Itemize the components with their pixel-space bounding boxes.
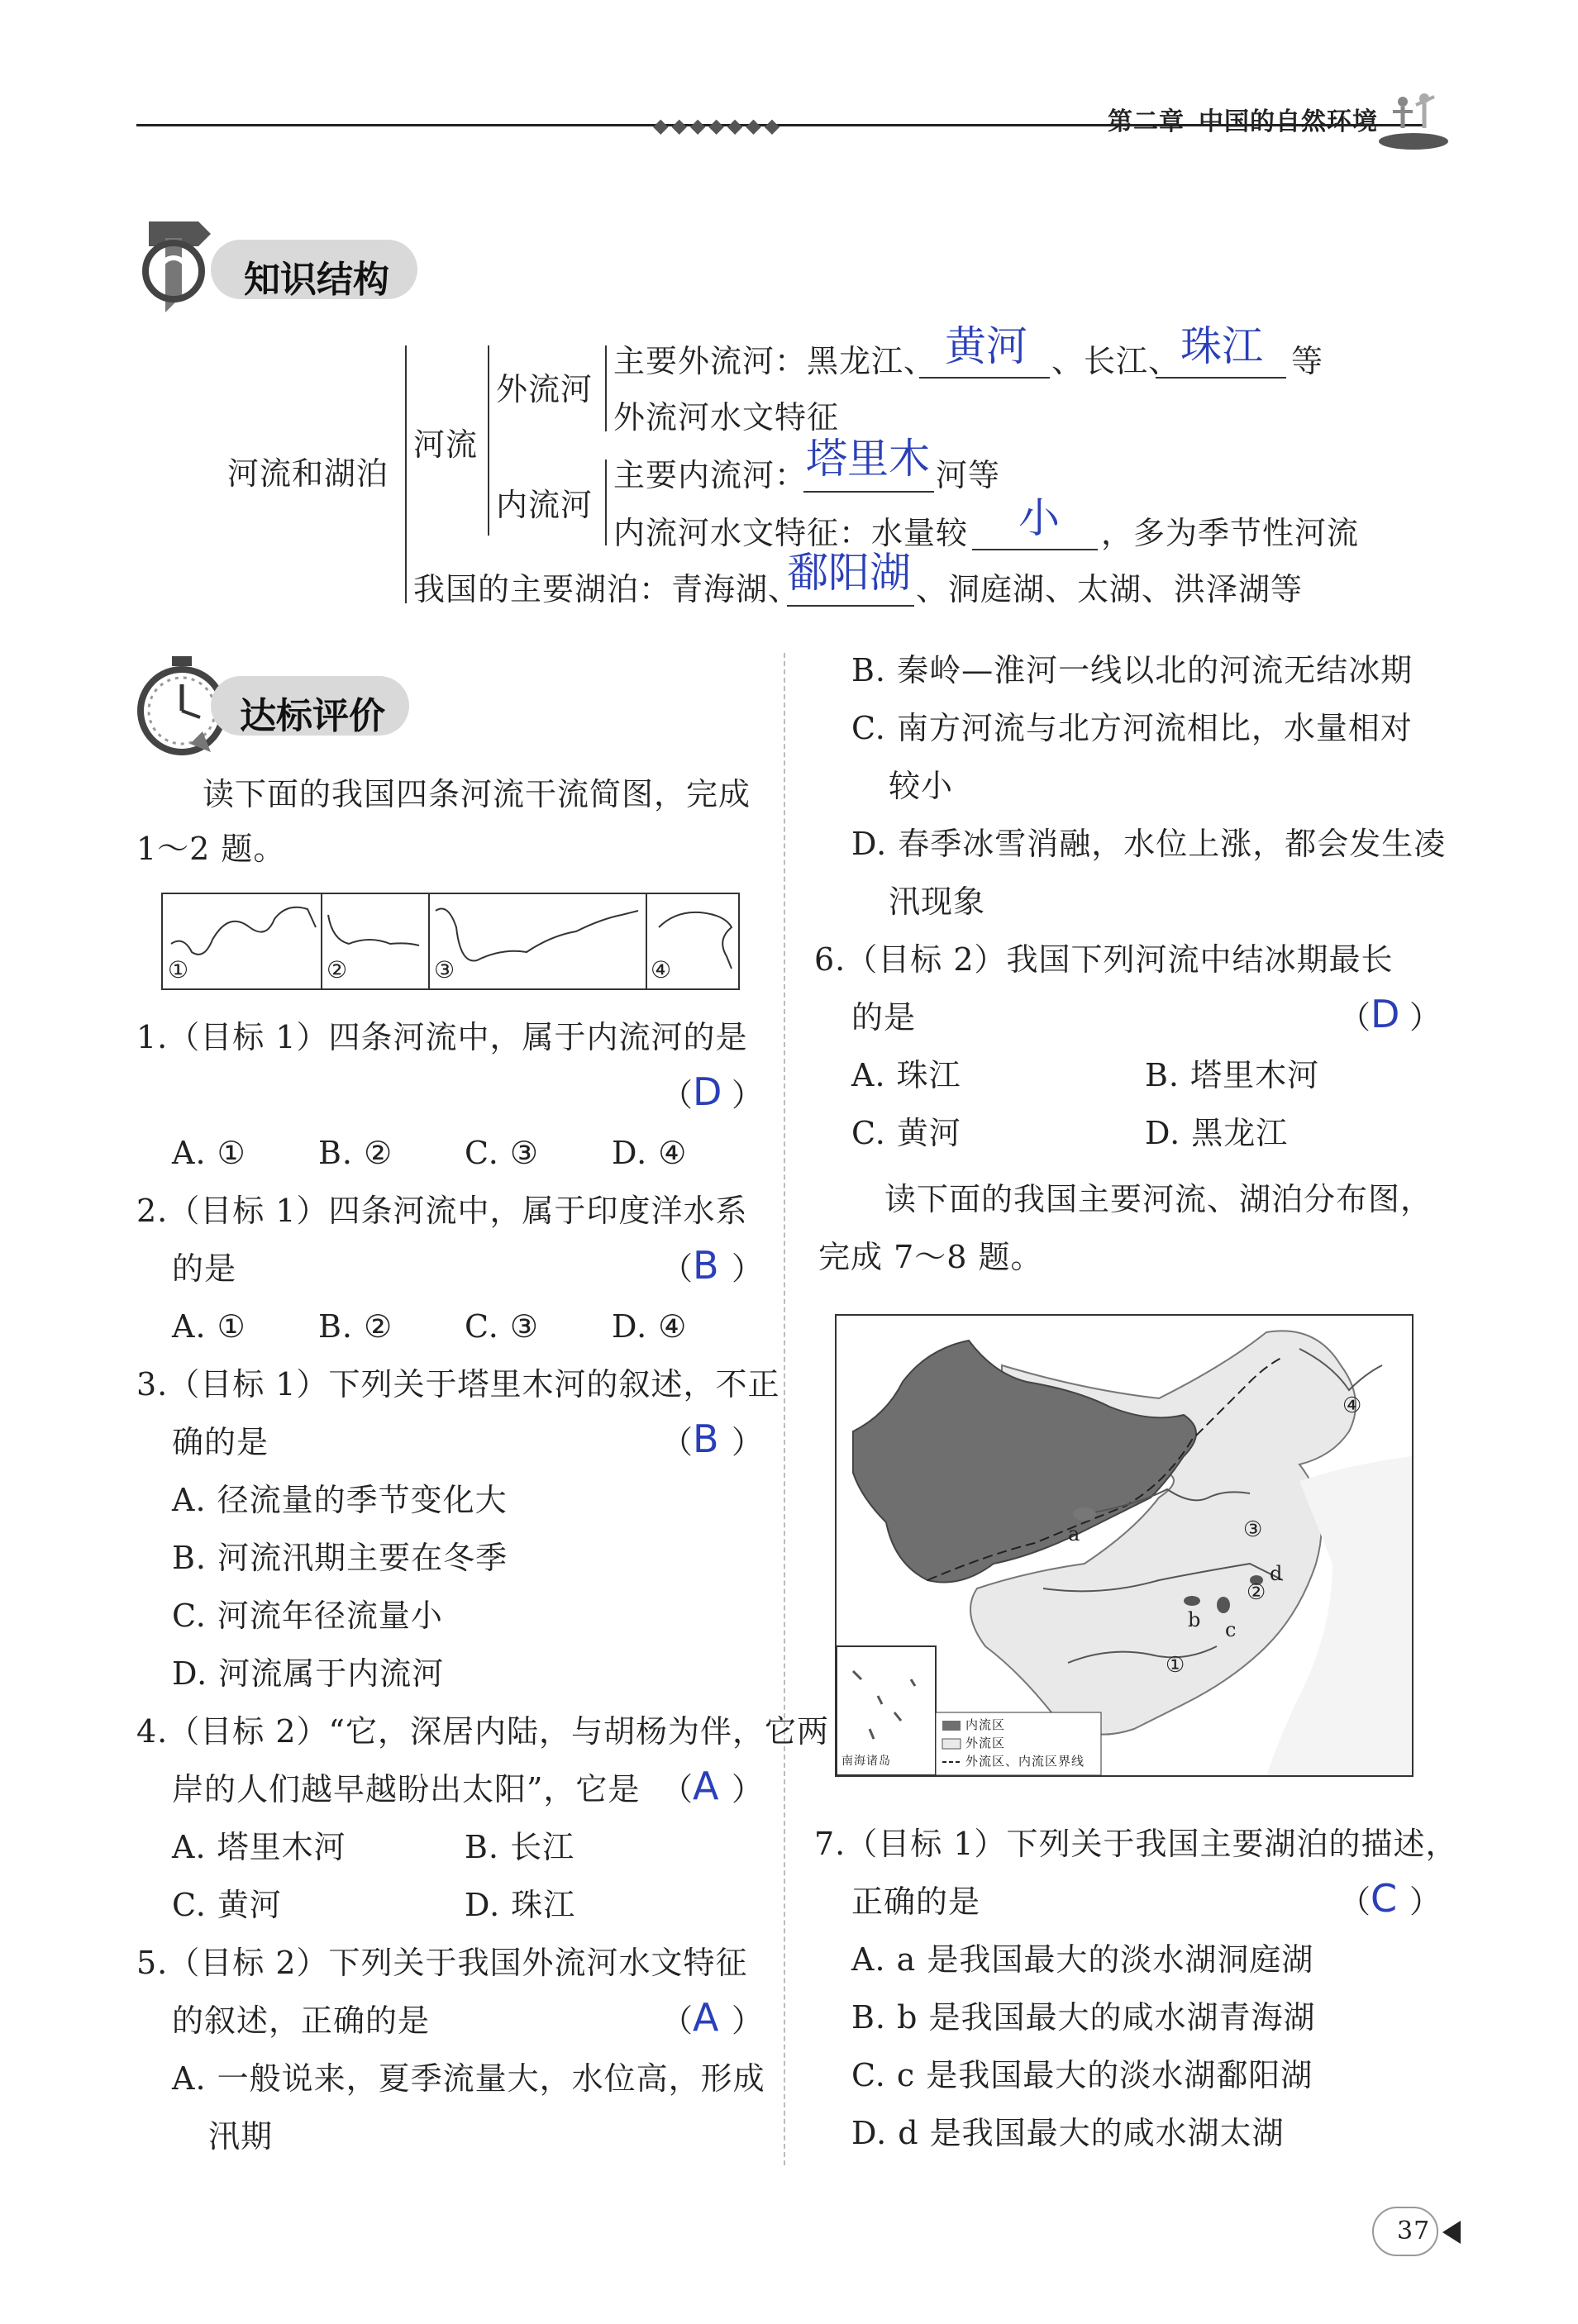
q1-option-a: A. ① xyxy=(172,1135,246,1171)
q7-option-a: A. a 是我国最大的淡水湖洞庭湖 xyxy=(851,1941,1314,1978)
map-inset-label: 南海诸岛 xyxy=(841,1755,891,1768)
q4-option-c: C. 黄河 xyxy=(172,1887,282,1923)
outflow-blank-1 xyxy=(919,377,1050,379)
q6-option-b: B. 塔里木河 xyxy=(1145,1057,1320,1093)
river-label-2: ② xyxy=(327,956,349,983)
river-2-line xyxy=(328,915,419,945)
tree-lakes-suffix: 、洞庭湖、太湖、洪泽湖等 xyxy=(916,571,1304,607)
river-sketch-figure xyxy=(161,893,740,990)
outflow-answer-1: 黄河 xyxy=(945,322,1027,370)
q6-line2: 的是 xyxy=(851,999,917,1036)
tree-inflow-main-prefix: 主要内流河： xyxy=(613,457,808,493)
q2-option-c: C. ③ xyxy=(465,1308,539,1345)
header-figures-icon xyxy=(1376,87,1451,153)
q6-paren-open: （ xyxy=(1339,999,1371,1036)
q1-text: 1.（目标 1）四条河流中，属于内流河的是 xyxy=(136,1019,748,1055)
tree-inflow-hydro-suffix: ，多为季节性河流 xyxy=(1101,515,1360,551)
q5-option-d-line1: D. 春季冰雪消融，水位上涨，都会发生凌 xyxy=(851,826,1447,862)
tree-rivers: 河流 xyxy=(413,426,479,463)
q3-option-d: D. 河流属于内流河 xyxy=(172,1655,445,1692)
map-lake-b xyxy=(1184,1596,1200,1606)
q1-answer: D xyxy=(693,1069,722,1114)
q4-line1: 4.（目标 2）“它，深居内陆，与胡杨为伴，它两 xyxy=(136,1713,829,1750)
tree-outflow-main-prefix: 主要外流河：黑龙江、 xyxy=(613,343,937,379)
q2-answer: B xyxy=(693,1243,719,1288)
outflow-answer-2: 珠江 xyxy=(1180,322,1263,370)
legend-boundary: 外流区、内流区界线 xyxy=(965,1754,1085,1769)
outflow-blank-2 xyxy=(1156,377,1286,379)
knowledge-section-title: 知识结构 xyxy=(244,259,389,301)
map-label-d: d xyxy=(1270,1562,1284,1585)
q6-paren-close: ） xyxy=(1409,999,1442,1036)
rivers-brace xyxy=(488,345,489,536)
q1-option-d: D. ④ xyxy=(612,1135,688,1171)
legend-outflow: 外流区 xyxy=(965,1736,1006,1750)
tree-outflow-sep: 、长江、 xyxy=(1051,343,1181,379)
q3-paren-close: ） xyxy=(732,1424,764,1460)
q7-option-c: C. c 是我国最大的淡水湖鄱阳湖 xyxy=(851,2057,1313,2093)
river-label-4: ④ xyxy=(651,956,673,983)
q4-option-b: B. 长江 xyxy=(465,1829,575,1865)
q6-option-a: A. 珠江 xyxy=(851,1057,961,1093)
root-brace xyxy=(405,345,407,603)
map-label-1: ① xyxy=(1166,1653,1186,1678)
tree-inflow: 内流河 xyxy=(496,487,594,523)
q5-option-c-line2: 较小 xyxy=(889,768,954,804)
q5-line1: 5.（目标 2）下列关于我国外流河水文特征 xyxy=(136,1945,748,1981)
tree-root: 河流和湖泊 xyxy=(227,455,389,492)
inflow-hydro-answer: 小 xyxy=(1018,494,1060,542)
inflow-hydro-blank xyxy=(972,549,1098,550)
q5-option-c-line1: C. 南方河流与北方河流相比，水量相对 xyxy=(851,710,1413,746)
q7-option-b: B. b 是我国最大的咸水湖青海湖 xyxy=(851,1999,1316,2036)
column-divider xyxy=(784,653,785,2165)
q2-line2: 的是 xyxy=(172,1250,237,1287)
china-river-lake-map xyxy=(835,1314,1414,1777)
inflow-blank xyxy=(803,491,934,493)
q1-paren-open: （ xyxy=(661,1077,694,1113)
q2-option-a: A. ① xyxy=(172,1308,246,1345)
intro2-line2: 完成 7～8 题。 xyxy=(818,1239,1043,1275)
q2-option-d: D. ④ xyxy=(612,1308,688,1345)
page-arrow-icon xyxy=(1442,2221,1461,2244)
q4-answer: A xyxy=(693,1764,719,1808)
river-label-1: ① xyxy=(168,956,190,983)
q7-option-d: D. d 是我国最大的咸水湖太湖 xyxy=(851,2115,1285,2151)
q5-option-a-line1: A. 一般说来，夏季流量大，水位高，形成 xyxy=(172,2060,765,2097)
q2-paren-open: （ xyxy=(661,1250,694,1287)
q2-paren-close: ） xyxy=(732,1250,764,1287)
q5-paren-open: （ xyxy=(661,2003,694,2039)
q5-option-a-line2: 汛期 xyxy=(208,2118,274,2155)
q7-answer: C xyxy=(1371,1876,1398,1921)
page-number: 37 xyxy=(1397,2217,1431,2245)
q6-answer: D xyxy=(1371,992,1400,1036)
tree-lakes-prefix: 我国的主要湖泊：青海湖、 xyxy=(413,571,801,607)
river-label-3: ③ xyxy=(434,956,456,983)
q1-option-c: C. ③ xyxy=(465,1135,539,1171)
q5-option-d-line2: 汛现象 xyxy=(889,883,986,920)
q4-paren-open: （ xyxy=(661,1771,694,1807)
map-lake-c xyxy=(1217,1597,1230,1613)
legend-swatch-inflow xyxy=(942,1721,961,1731)
q7-line2: 正确的是 xyxy=(851,1883,981,1920)
q4-paren-close: ） xyxy=(732,1771,764,1807)
outflow-brace xyxy=(605,345,607,431)
river-1-line xyxy=(171,907,316,955)
q6-option-d: D. 黑龙江 xyxy=(1145,1115,1289,1151)
tree-outflow-hydro: 外流河水文特征 xyxy=(613,399,840,436)
q3-option-b: B. 河流汛期主要在冬季 xyxy=(172,1540,508,1576)
q5-option-b: B. 秦岭—淮河一线以北的河流无结冰期 xyxy=(851,652,1414,688)
intro1-line1: 读下面的我国四条河流干流简图，完成 xyxy=(203,776,751,812)
q2-option-b: B. ② xyxy=(318,1308,393,1345)
legend-inflow: 内流区 xyxy=(965,1717,1006,1732)
q3-paren-open: （ xyxy=(661,1424,694,1460)
q3-line2: 确的是 xyxy=(172,1424,269,1460)
lakes-answer: 鄱阳湖 xyxy=(787,549,911,597)
map-label-4: ④ xyxy=(1342,1393,1363,1418)
map-label-2: ② xyxy=(1247,1580,1267,1605)
q5-line2: 的叙述，正确的是 xyxy=(172,2003,431,2039)
q3-option-a: A. 径流量的季节变化大 xyxy=(172,1482,508,1518)
inflow-answer: 塔里木 xyxy=(806,435,930,483)
map-label-c: c xyxy=(1225,1618,1237,1641)
header-chapter: 第二章 xyxy=(1108,107,1185,136)
q7-line1: 7.（目标 1）下列关于我国主要湖泊的描述， xyxy=(814,1826,1458,1862)
q4-option-a: A. 塔里木河 xyxy=(172,1829,346,1865)
tree-inflow-hydro-prefix: 内流河水文特征：水量较 xyxy=(613,515,969,551)
q7-paren-open: （ xyxy=(1339,1883,1371,1920)
tree-outflow: 外流河 xyxy=(496,371,594,407)
q3-answer: B xyxy=(693,1417,719,1461)
river-3-line xyxy=(436,909,638,961)
legend-swatch-outflow xyxy=(942,1739,961,1749)
header-diamonds: ◆◆◆◆◆◆◆ xyxy=(653,114,784,137)
evaluation-section-title: 达标评价 xyxy=(240,695,385,737)
map-label-b: b xyxy=(1188,1608,1202,1631)
q1-paren-close: ） xyxy=(732,1077,764,1113)
inflow-brace xyxy=(605,460,607,545)
q4-option-d: D. 珠江 xyxy=(465,1887,576,1923)
map-lake-a xyxy=(1073,1507,1096,1521)
header-chapter-title: 中国的自然环境 xyxy=(1199,107,1378,136)
q3-line1: 3.（目标 1）下列关于塔里木河的叙述，不正 xyxy=(136,1366,780,1402)
map-label-a: a xyxy=(1068,1522,1081,1545)
q1-option-b: B. ② xyxy=(318,1135,393,1171)
tree-inflow-main-suffix: 河等 xyxy=(936,457,1001,493)
q4-line2: 岸的人们越早越盼出太阳”，它是 xyxy=(172,1771,641,1807)
tree-outflow-suffix: 等 xyxy=(1291,343,1324,379)
q3-option-c: C. 河流年径流量小 xyxy=(172,1598,443,1634)
lakes-blank xyxy=(787,605,914,607)
map-label-3: ③ xyxy=(1243,1517,1264,1542)
intro2-line1: 读下面的我国主要河流、湖泊分布图， xyxy=(884,1181,1433,1217)
q5-answer: A xyxy=(693,1995,719,2040)
q2-line1: 2.（目标 1）四条河流中，属于印度洋水系 xyxy=(136,1193,748,1229)
q7-paren-close: ） xyxy=(1409,1883,1442,1920)
q6-option-c: C. 黄河 xyxy=(851,1115,961,1151)
intro1-line2: 1～2 题。 xyxy=(136,831,286,867)
q5-paren-close: ） xyxy=(732,2003,764,2039)
q6-line1: 6.（目标 2）我国下列河流中结冰期最长 xyxy=(814,941,1394,978)
